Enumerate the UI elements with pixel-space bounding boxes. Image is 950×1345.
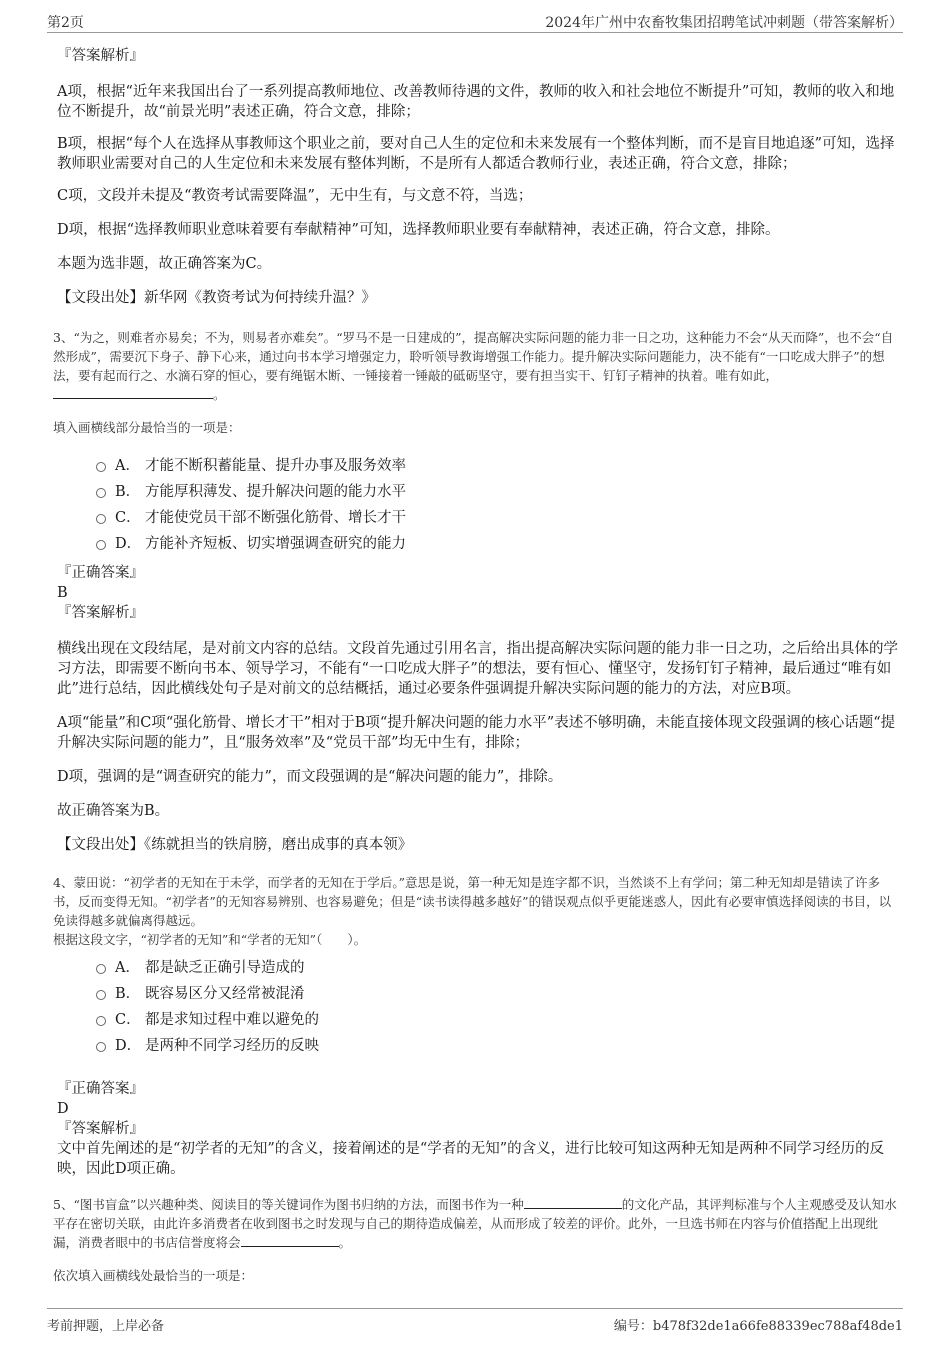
q4-analysis: 文中首先阐述的是“初学者的无知”的含义，接着阐述的是“学者的无知”的含义，进行比较可知这两种无知是两种不同学习经历的反映，因此D项正确。 [57, 1141, 885, 1177]
q3-option-b[interactable] [57, 479, 900, 505]
q3-option-a[interactable] [57, 453, 900, 479]
option-letter: B． [115, 986, 141, 1002]
q3-blank [53, 385, 213, 399]
option-letter: A． [115, 960, 140, 976]
radio-icon[interactable] [96, 964, 106, 974]
q4-stem: 4、蒙田说：“初学者的无知在于未学，而学者的无知在于学后。”意思是说，第一种无知是连字都不识，当然谈不上有学问；第二种无知却是错读了许多书，反而变得无知。“初学者”的无知容易辨别、也容易避免；但是“读书读得越多越好”的错误观点似乎更能迷惑人，因此有必要审慎选择阅读的书目，以免读得越多就偏离得越远。 [53, 875, 892, 928]
page-footer [47, 1308, 903, 1333]
radio-icon[interactable] [96, 540, 106, 550]
page-number: 第2页 [47, 15, 84, 31]
q5-blank-2 [241, 1233, 339, 1247]
option-letter: D． [115, 1038, 142, 1054]
q3-option-d[interactable] [57, 531, 900, 557]
q3-answer: B [57, 585, 68, 601]
q3-stem-end: 。 [213, 387, 226, 402]
q3-analysis-1: 横线出现在文段结尾，是对前文内容的总结。文段首先通过引用名言，指出提高解决实际问题的能力非一日之功，之后给出具体的学习方法，即需要不断向书本、领导学习，不能有“一口吃成大胖子”的想法，要有恒心、懂坚守，发扬钉钉子精神，最后通过“唯有如此”进行总结，因此横线处句子是对前文的总结概括，通过必要条件强调提升解决实际问题的能力的方法，对应B项。 [57, 641, 898, 697]
q5-stem-b: 的文化产品，其评判标准与个人主观感受及认知水平存在密切关联，由此许多消费者在收到图书之时发现与自己的期待造成偏差，从而形成了较差的评价。此外，一旦选书师在内容与价值搭配上出现纰漏，消费者眼中的书店信誉度将会 [53, 1197, 897, 1250]
q2-analysis-d: D项，根据“选择教师职业意味着要有奉献精神”可知，选择教师职业要有奉献精神，表述正确，符合文意，排除。 [57, 222, 780, 238]
q3-analysis-3: D项，强调的是“调查研究的能力”，而文段强调的是“解决问题的能力”，排除。 [57, 769, 563, 785]
page-header [47, 8, 903, 33]
document-id: 编号：b478f32de1a66fe88339ec788af48de1 [613, 1319, 903, 1334]
q5-stem-c: 。 [338, 1235, 352, 1250]
q3-prompt: 填入画横线部分最恰当的一项是： [53, 420, 241, 435]
q5-prompt: 依次填入画横线处最恰当的一项是： [53, 1268, 254, 1283]
option-text: 既容易区分又经常被混淆 [145, 986, 305, 1002]
radio-icon[interactable] [96, 990, 106, 1000]
correct-label: 『正确答案』 [57, 565, 144, 581]
option-letter: A． [115, 458, 140, 474]
option-text: 方能补齐短板、切实增强调查研究的能力 [145, 536, 406, 552]
q3-stem [53, 328, 900, 404]
option-text: 是两种不同学习经历的反映 [145, 1038, 319, 1054]
analysis-label: 『答案解析』 [57, 605, 144, 621]
analysis-label: 『答案解析』 [57, 48, 144, 64]
q4-answer: D [57, 1101, 69, 1117]
option-text: 才能使党员干部不断强化筋骨、增长才干 [145, 510, 406, 526]
radio-icon[interactable] [96, 1016, 106, 1026]
page-content [53, 40, 900, 1285]
footer-slogan: 考前押题，上岸必备 [47, 1319, 165, 1334]
option-letter: D． [115, 536, 142, 552]
q3-option-c[interactable] [57, 505, 900, 531]
q2-source: 【文段出处】新华网《教资考试为何持续升温？》 [57, 290, 376, 306]
radio-icon[interactable] [96, 514, 106, 524]
q3-analysis-2: A项“能量”和C项“强化筋骨、增长才干”相对于B项“提升解决问题的能力水平”表述不够明确，未能直接体现文段强调的核心话题“提升解决实际问题的能力”，且“服务效率”及“党员干部”均无中生有，排除； [57, 715, 896, 751]
q4-option-a[interactable] [57, 955, 900, 981]
q5-blank-1 [524, 1195, 622, 1209]
option-text: 都是缺乏正确引导造成的 [145, 960, 305, 976]
q5-stem [53, 1195, 900, 1252]
analysis-label: 『答案解析』 [57, 1121, 144, 1137]
q4-question: 根据这段文字，“初学者的无知”和“学者的无知”（ ）。 [53, 932, 367, 947]
q4-option-b[interactable] [57, 981, 900, 1007]
q3-options [57, 453, 900, 557]
q2-analysis-c: C项，文段并未提及“教资考试需要降温”，无中生有，与文意不符，当选； [57, 188, 533, 204]
option-text: 方能厚积薄发、提升解决问题的能力水平 [145, 484, 406, 500]
option-text: 都是求知过程中难以避免的 [145, 1012, 319, 1028]
option-text: 才能不断积蓄能量、提升办事及服务效率 [145, 458, 406, 474]
q2-analysis-b: B项，根据“每个人在选择从事教师这个职业之前，要对自己人生的定位和未来发展有一个整体判断，而不是盲目地追逐”可知，选择教师职业需要对自己的人生定位和未来发展有整体判断，不是所有人都适合教师行业，表述正确，符合文意，排除； [57, 136, 895, 172]
q2-conclusion: 本题为选非题，故正确答案为C。 [57, 256, 272, 272]
q4-options [57, 955, 900, 1059]
correct-label: 『正确答案』 [57, 1081, 144, 1097]
q2-analysis-a: A项，根据“近年来我国出台了一系列提高教师地位、改善教师待遇的文件，教师的收入和社会地位不断提升”可知，教师的收入和地位不断提升，故“前景光明”表述正确，符合文意，排除； [57, 84, 895, 120]
q4-option-d[interactable] [57, 1033, 900, 1059]
q3-stem-text: 3、“为之，则难者亦易矣；不为，则易者亦难矣”。“罗马不是一日建成的”，提高解决实际问题的能力非一日之功，这种能力不会“从天而降”，也不会“自然形成”，需要沉下身子、静下心来，通过向书本学习增强定力，聆听领导教诲增强工作能力。提升解决实际问题能力，决不能有“一口吃成大胖子”的想法，要有起而行之、水滴石穿的恒心，要有绳锯木断、一锤接着一锤敲的砥砺坚守，要有担当实干、钉钉子精神的执着。唯有如此， [53, 330, 894, 383]
q5-stem-a: 5、“图书盲盒”以兴趣种类、阅读目的等关键词作为图书归纳的方法，而图书作为一种 [53, 1197, 524, 1212]
q4-option-c[interactable] [57, 1007, 900, 1033]
q3-source: 【文段出处】《练就担当的铁肩膀，磨出成事的真本领》 [57, 837, 413, 853]
radio-icon[interactable] [96, 488, 106, 498]
option-letter: C． [115, 1012, 141, 1028]
radio-icon[interactable] [96, 1042, 106, 1052]
option-letter: B． [115, 484, 141, 500]
document-title: 2024年广州中农畜牧集团招聘笔试冲刺题（带答案解析） [545, 15, 903, 31]
option-letter: C． [115, 510, 141, 526]
q3-conclusion: 故正确答案为B。 [57, 803, 170, 819]
radio-icon[interactable] [96, 462, 106, 472]
